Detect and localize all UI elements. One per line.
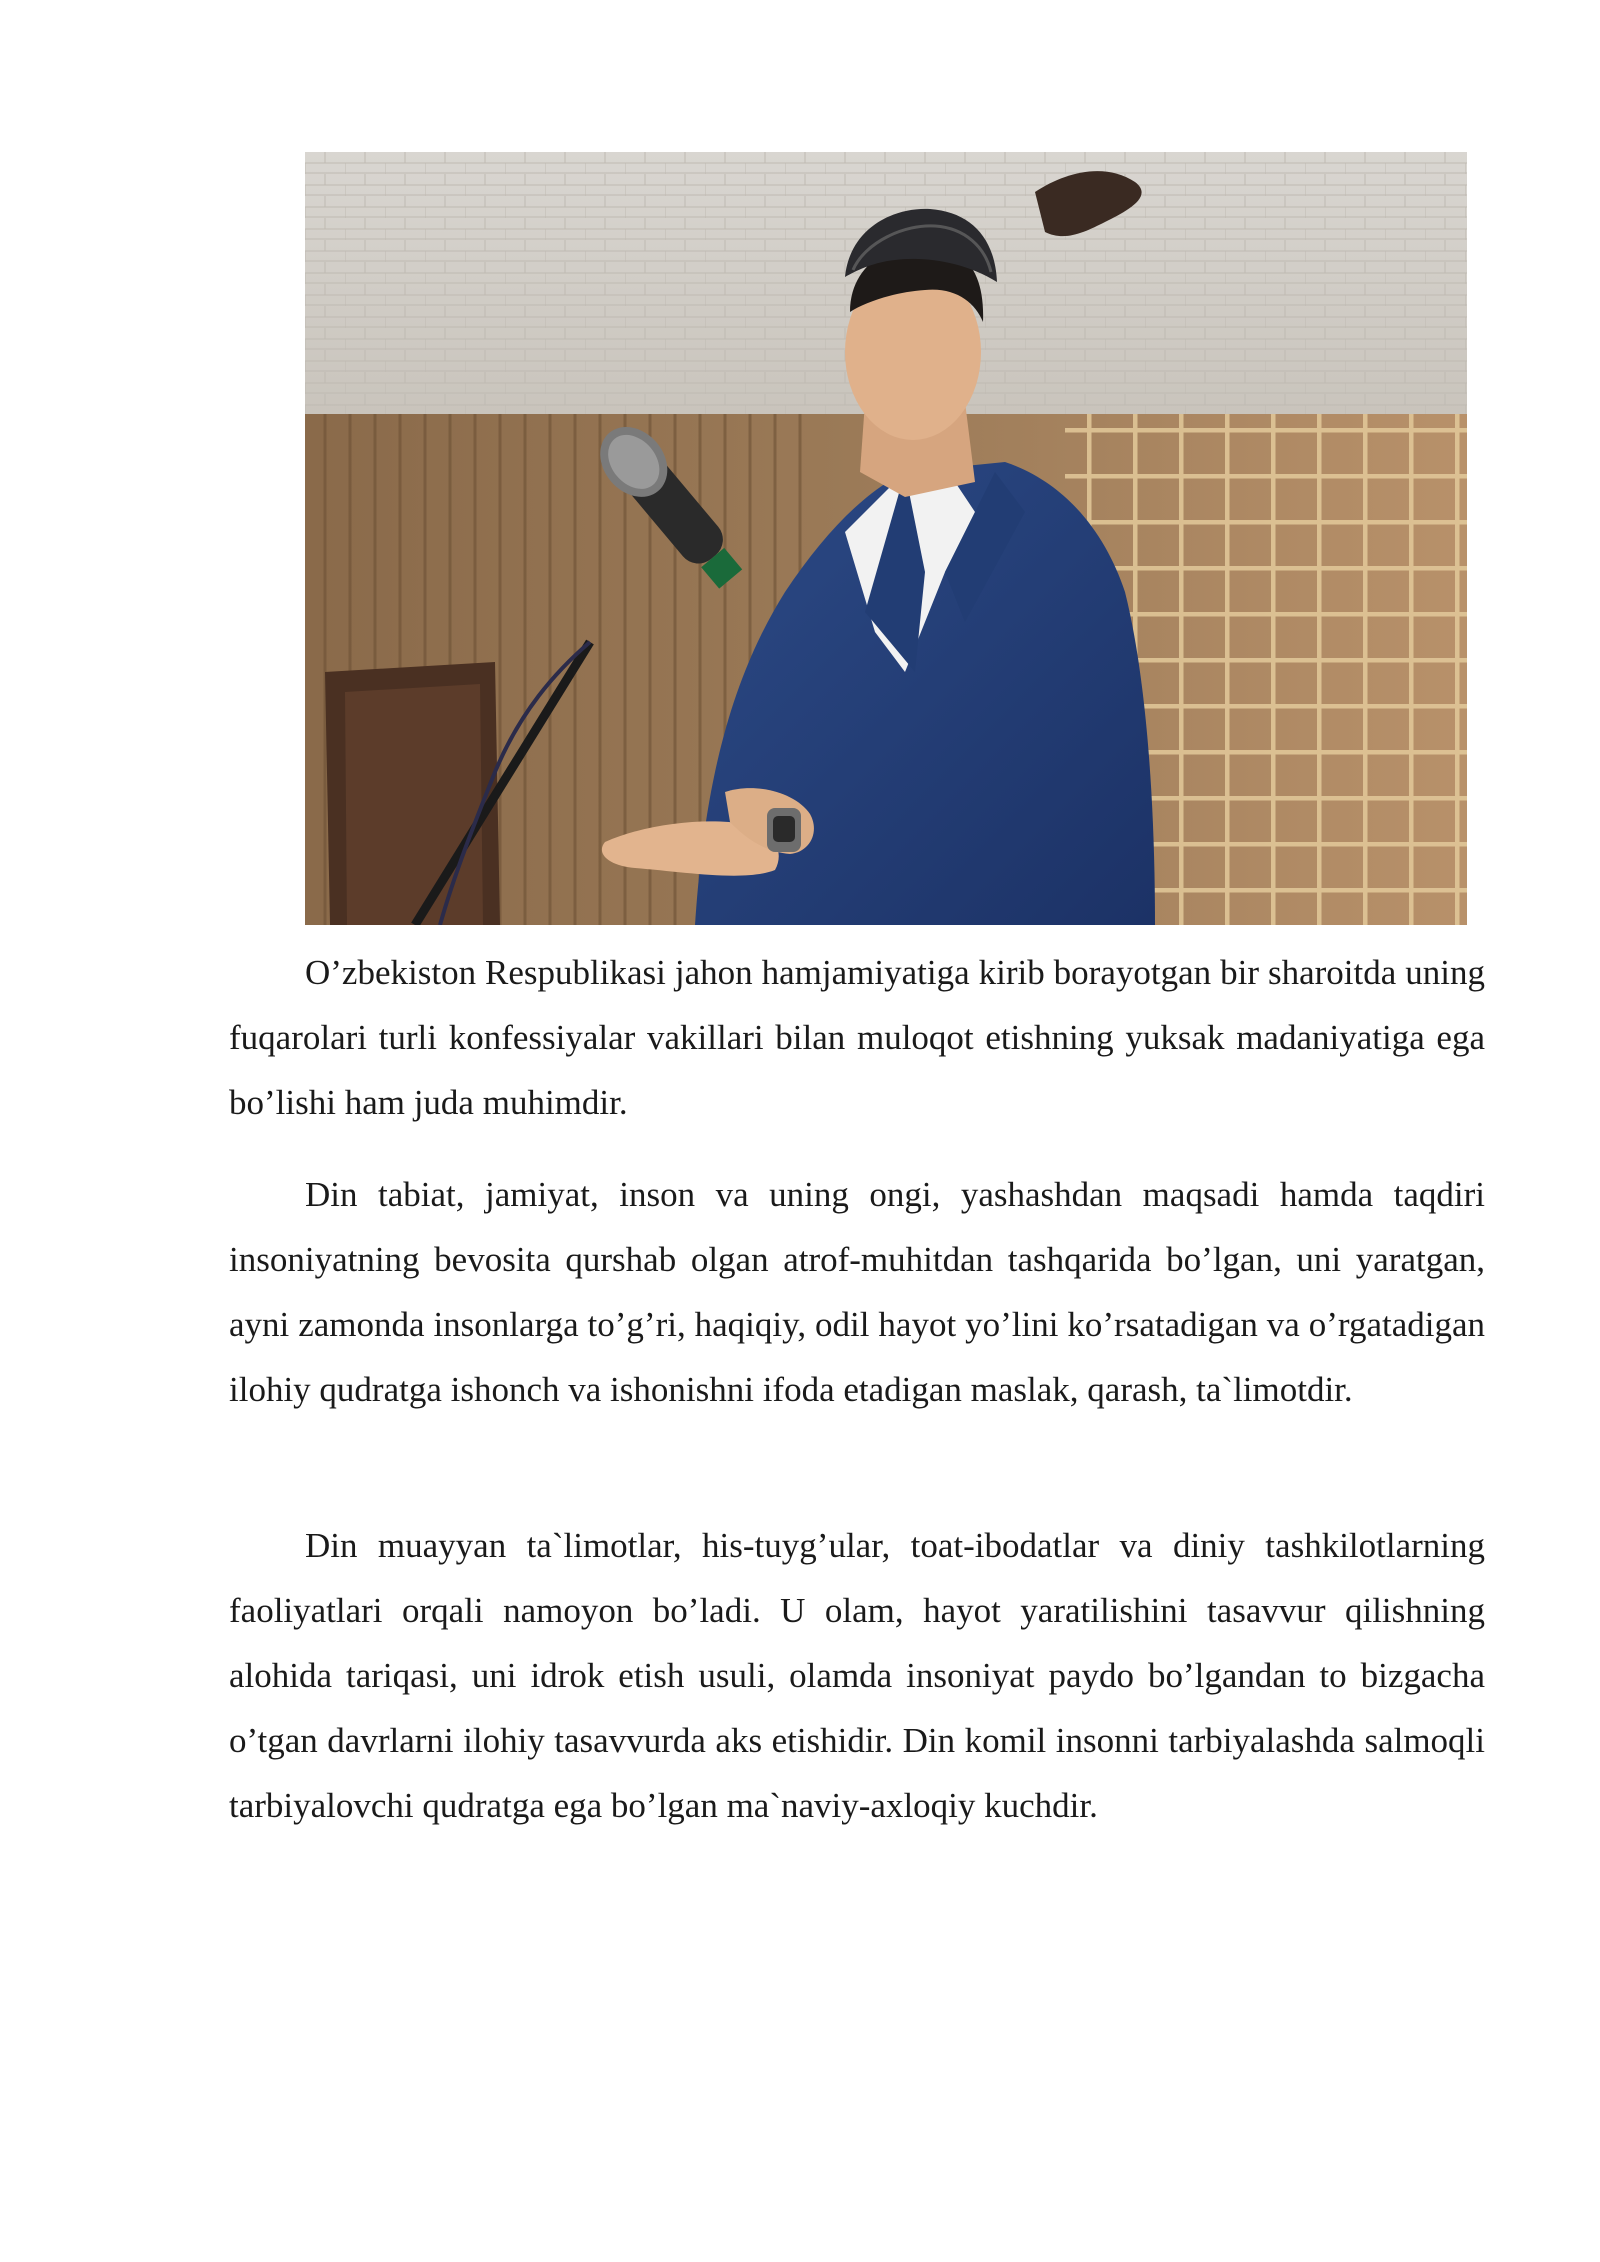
paragraph-2: Din tabiat, jamiyat, inson va uning ongi, yashashdan maqsadi hamda taqdiri insoniyatning bevosita qurshab olgan atrof-muhitdan tashqarida bo’lgan, uni yaratgan, ayni zamonda insonlarga to’g’ri, haqiqiy, odil hayot yo’lini ko’rsatadigan va o’rgatadigan ilohiy qudratga ishonch va ishonishni ifoda etadigan maslak, qarash, ta`limotdir. [229, 1175, 1485, 1409]
paragraph-1: O’zbekiston Respublikasi jahon hamjamiyatiga kirib borayotgan bir sharoitda uning fuqarolari turli konfessiyalar vakillari bilan muloqot etishning yuksak madaniyatiga ega bo’lishi ham juda muhimdir. [229, 953, 1485, 1122]
paragraph-3: Din muayyan ta`limotlar, his-tuyg’ular, toat-ibodatlar va diniy tashkilotlarning faoliyatlari orqali namoyon bo’ladi. U olam, hayot yaratilishini tasavvur qilishning alohida tariqasi, uni idrok etish usuli, olamda insoniyat paydo bo’lgandan to bizgacha o’tgan davrlarni ilohiy tasavvurda aks etishidir. Din komil insonni tarbiyalashda salmoqli tarbiyalovchi qudratga ega bo’lgan ma`naviy-axloqiy kuchdir. [229, 1526, 1485, 1825]
speaker-photo [305, 152, 1467, 925]
speaker-photo-image [305, 152, 1467, 925]
